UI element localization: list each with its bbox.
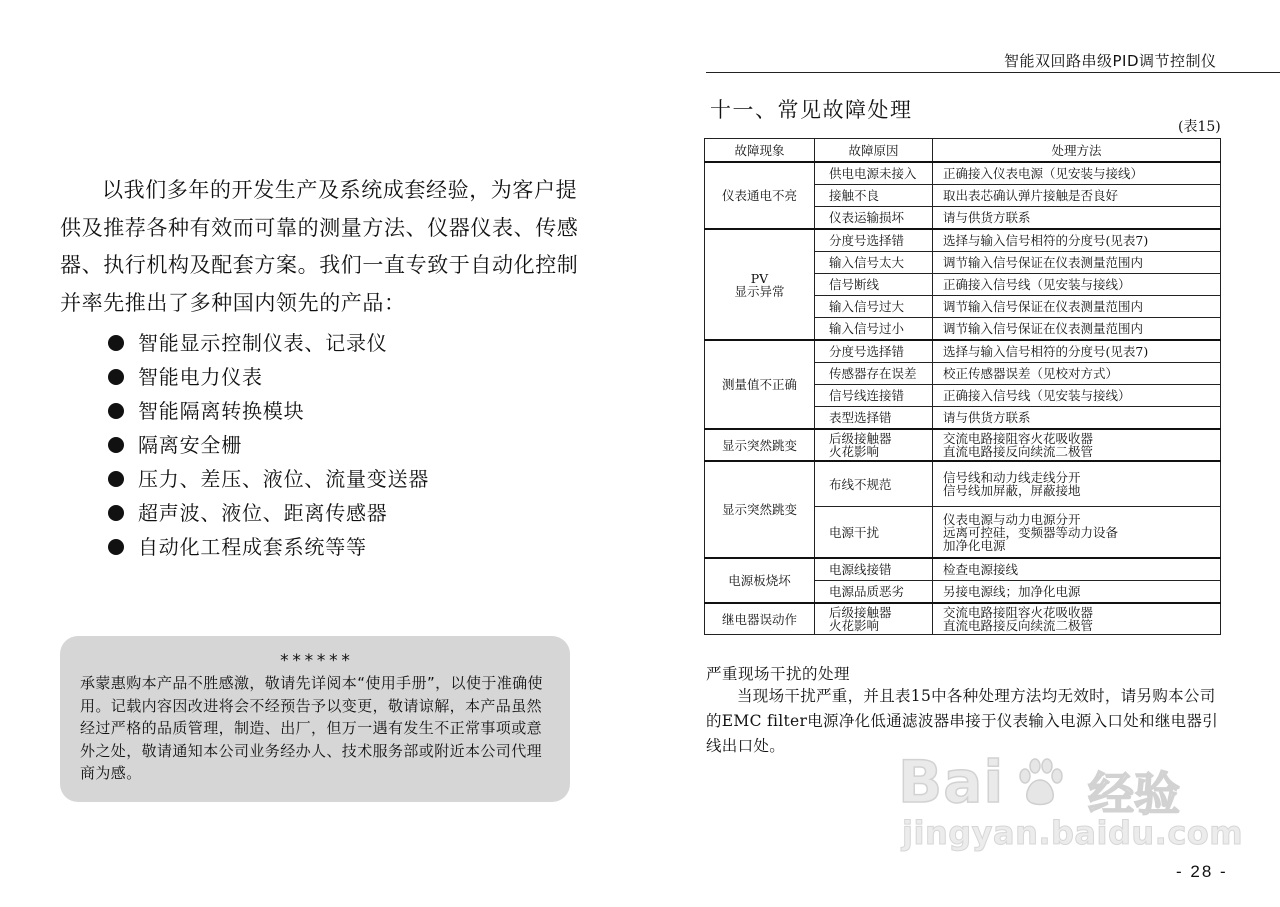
cause-cell: 分度号选择错: [815, 229, 933, 252]
bullet-icon: [108, 403, 124, 419]
table-row: [705, 461, 1221, 507]
bullet-icon: [108, 369, 124, 385]
intro-paragraph: [60, 172, 590, 322]
fix-cell: 取出表芯确认弹片接触是否良好: [933, 185, 1221, 207]
fix-cell: 调节输入信号保证在仪表测量范围内: [933, 296, 1221, 318]
notice-box: [60, 636, 570, 802]
cause-cell: 电源线接错: [815, 558, 933, 581]
fix-cell: 信号线和动力线走线分开 信号线加屏蔽，屏蔽接地: [933, 461, 1221, 507]
bullet-icon: [108, 505, 124, 521]
table-row: [705, 229, 1221, 252]
symptom-cell: 仪表通电不亮: [705, 162, 815, 229]
watermark-url: jingyan.baidu.com: [902, 814, 1244, 852]
notice-text: 承蒙惠购本产品不胜感激，敬请先详阅本“使用手册”，以使于准确使用。记载内容因改进将会不经预告予以变更，敬请谅解，本产品虽然经过严格的品质管理，制造、出厂，但万一遇有发生不正常事项或意外之处，敬请通知本公司业务经办人、技术服务部或附近本公司代理商为感。: [80, 674, 543, 782]
column-header: 处理方法: [933, 139, 1221, 163]
product-label: 自动化工程成套系统等等: [138, 535, 367, 559]
cause-cell: 输入信号太大: [815, 252, 933, 274]
fix-cell: 交流电路接阻容火花吸收器 直流电路接反向续流二极管: [933, 429, 1221, 461]
fault-table: [704, 138, 1221, 635]
fix-cell: 选择与输入信号相符的分度号(见表7): [933, 229, 1221, 252]
fix-cell: 正确接入信号线（见安装与接线）: [933, 385, 1221, 407]
cause-cell: 分度号选择错: [815, 340, 933, 363]
fix-cell: 交流电路接阻容火花吸收器 直流电路接反向续流二极管: [933, 603, 1221, 635]
fix-cell: 请与供货方联系: [933, 207, 1221, 230]
product-label: 智能显示控制仪表、记录仪: [138, 331, 388, 355]
column-header: 故障原因: [815, 139, 933, 163]
symptom-cell: 显示突然跳变: [705, 461, 815, 558]
cause-cell: 后级接触器 火花影响: [815, 429, 933, 461]
bullet-icon: [108, 539, 124, 555]
symptom-cell: 继电器误动作: [705, 603, 815, 635]
product-label: 压力、差压、液位、流量变送器: [138, 467, 430, 491]
header-rule: [706, 72, 1280, 73]
fix-cell: 校正传感器误差（见校对方式）: [933, 363, 1221, 385]
cause-cell: 接触不良: [815, 185, 933, 207]
cause-cell: 布线不规范: [815, 461, 933, 507]
cause-cell: 输入信号过大: [815, 296, 933, 318]
fix-cell: 正确接入仪表电源（见安装与接线）: [933, 162, 1221, 185]
baidu-watermark: [898, 748, 1244, 856]
product-list: [108, 326, 429, 564]
product-item: [108, 326, 429, 360]
notice-stars: ******: [279, 651, 353, 671]
cause-cell: 信号断线: [815, 274, 933, 296]
intro-text: 以我们多年的开发生产及系统成套经验，为客户提供及推荐各种有效而可靠的测量方法、仪器仪表、传感器、执行机构及配套方案。我们一直专致于自动化控制并率先推出了多种国内领先的产品：: [60, 178, 579, 315]
cause-cell: 传感器存在误差: [815, 363, 933, 385]
subsection-title: 严重现场干扰的处理: [706, 665, 851, 683]
fix-cell: 请与供货方联系: [933, 407, 1221, 430]
column-header: 故障现象: [705, 139, 815, 163]
fix-cell: 选择与输入信号相符的分度号(见表7): [933, 340, 1221, 363]
product-item: [108, 428, 429, 462]
fix-cell: 另接电源线；加净化电源: [933, 581, 1221, 604]
table-row: [705, 340, 1221, 363]
table-reference: (表15): [1178, 119, 1221, 135]
cause-cell: 供电电源未接入: [815, 162, 933, 185]
fix-cell: 调节输入信号保证在仪表测量范围内: [933, 318, 1221, 341]
fix-cell: 正确接入信号线（见安装与接线）: [933, 274, 1221, 296]
bullet-icon: [108, 437, 124, 453]
table-row: [705, 558, 1221, 581]
table-row: [705, 429, 1221, 461]
cause-cell: 仪表运输损坏: [815, 207, 933, 230]
product-item: [108, 360, 429, 394]
table-header-row: [705, 139, 1221, 163]
cause-cell: 信号线连接错: [815, 385, 933, 407]
product-label: 超声波、液位、距离传感器: [138, 501, 388, 525]
product-label: 隔离安全栅: [138, 433, 242, 457]
page-number: - 28 -: [1176, 862, 1228, 881]
cause-cell: 电源品质恶劣: [815, 581, 933, 604]
table-row: [705, 603, 1221, 635]
product-item: [108, 496, 429, 530]
interference-text: 当现场干扰严重，并且表15中各种处理方法均无效时，请另购本公司的EMC filter电源净化低通滤波器串接于仪表输入电源入口处和继电器引线出口处。: [706, 687, 1219, 755]
cause-cell: 后级接触器 火花影响: [815, 603, 933, 635]
product-label: 智能隔离转换模块: [138, 399, 305, 423]
running-head: 智能双回路串级PID调节控制仪: [1004, 52, 1217, 70]
product-item: [108, 394, 429, 428]
cause-cell: 电源干扰: [815, 507, 933, 559]
product-item: [108, 462, 429, 496]
product-label: 智能电力仪表: [138, 365, 263, 389]
fix-cell: 检查电源接线: [933, 558, 1221, 581]
fix-cell: 调节输入信号保证在仪表测量范围内: [933, 252, 1221, 274]
bullet-icon: [108, 335, 124, 351]
symptom-cell: 电源板烧坏: [705, 558, 815, 603]
symptom-cell: 测量值不正确: [705, 340, 815, 429]
cause-cell: 表型选择错: [815, 407, 933, 430]
fix-cell: 仪表电源与动力电源分开 远离可控硅，变频器等动力设备 加净化电源: [933, 507, 1221, 559]
symptom-cell: 显示突然跳变: [705, 429, 815, 461]
watermark-brand: Bai: [898, 748, 1005, 816]
table-row: [705, 162, 1221, 185]
watermark-cn: 经验: [1088, 767, 1180, 821]
symptom-cell: PV 显示异常: [705, 229, 815, 340]
bullet-icon: [108, 471, 124, 487]
paw-icon: [1014, 758, 1066, 810]
cause-cell: 输入信号过小: [815, 318, 933, 341]
product-item: [108, 530, 429, 564]
section-title: 十一、常见故障处理: [710, 98, 913, 122]
